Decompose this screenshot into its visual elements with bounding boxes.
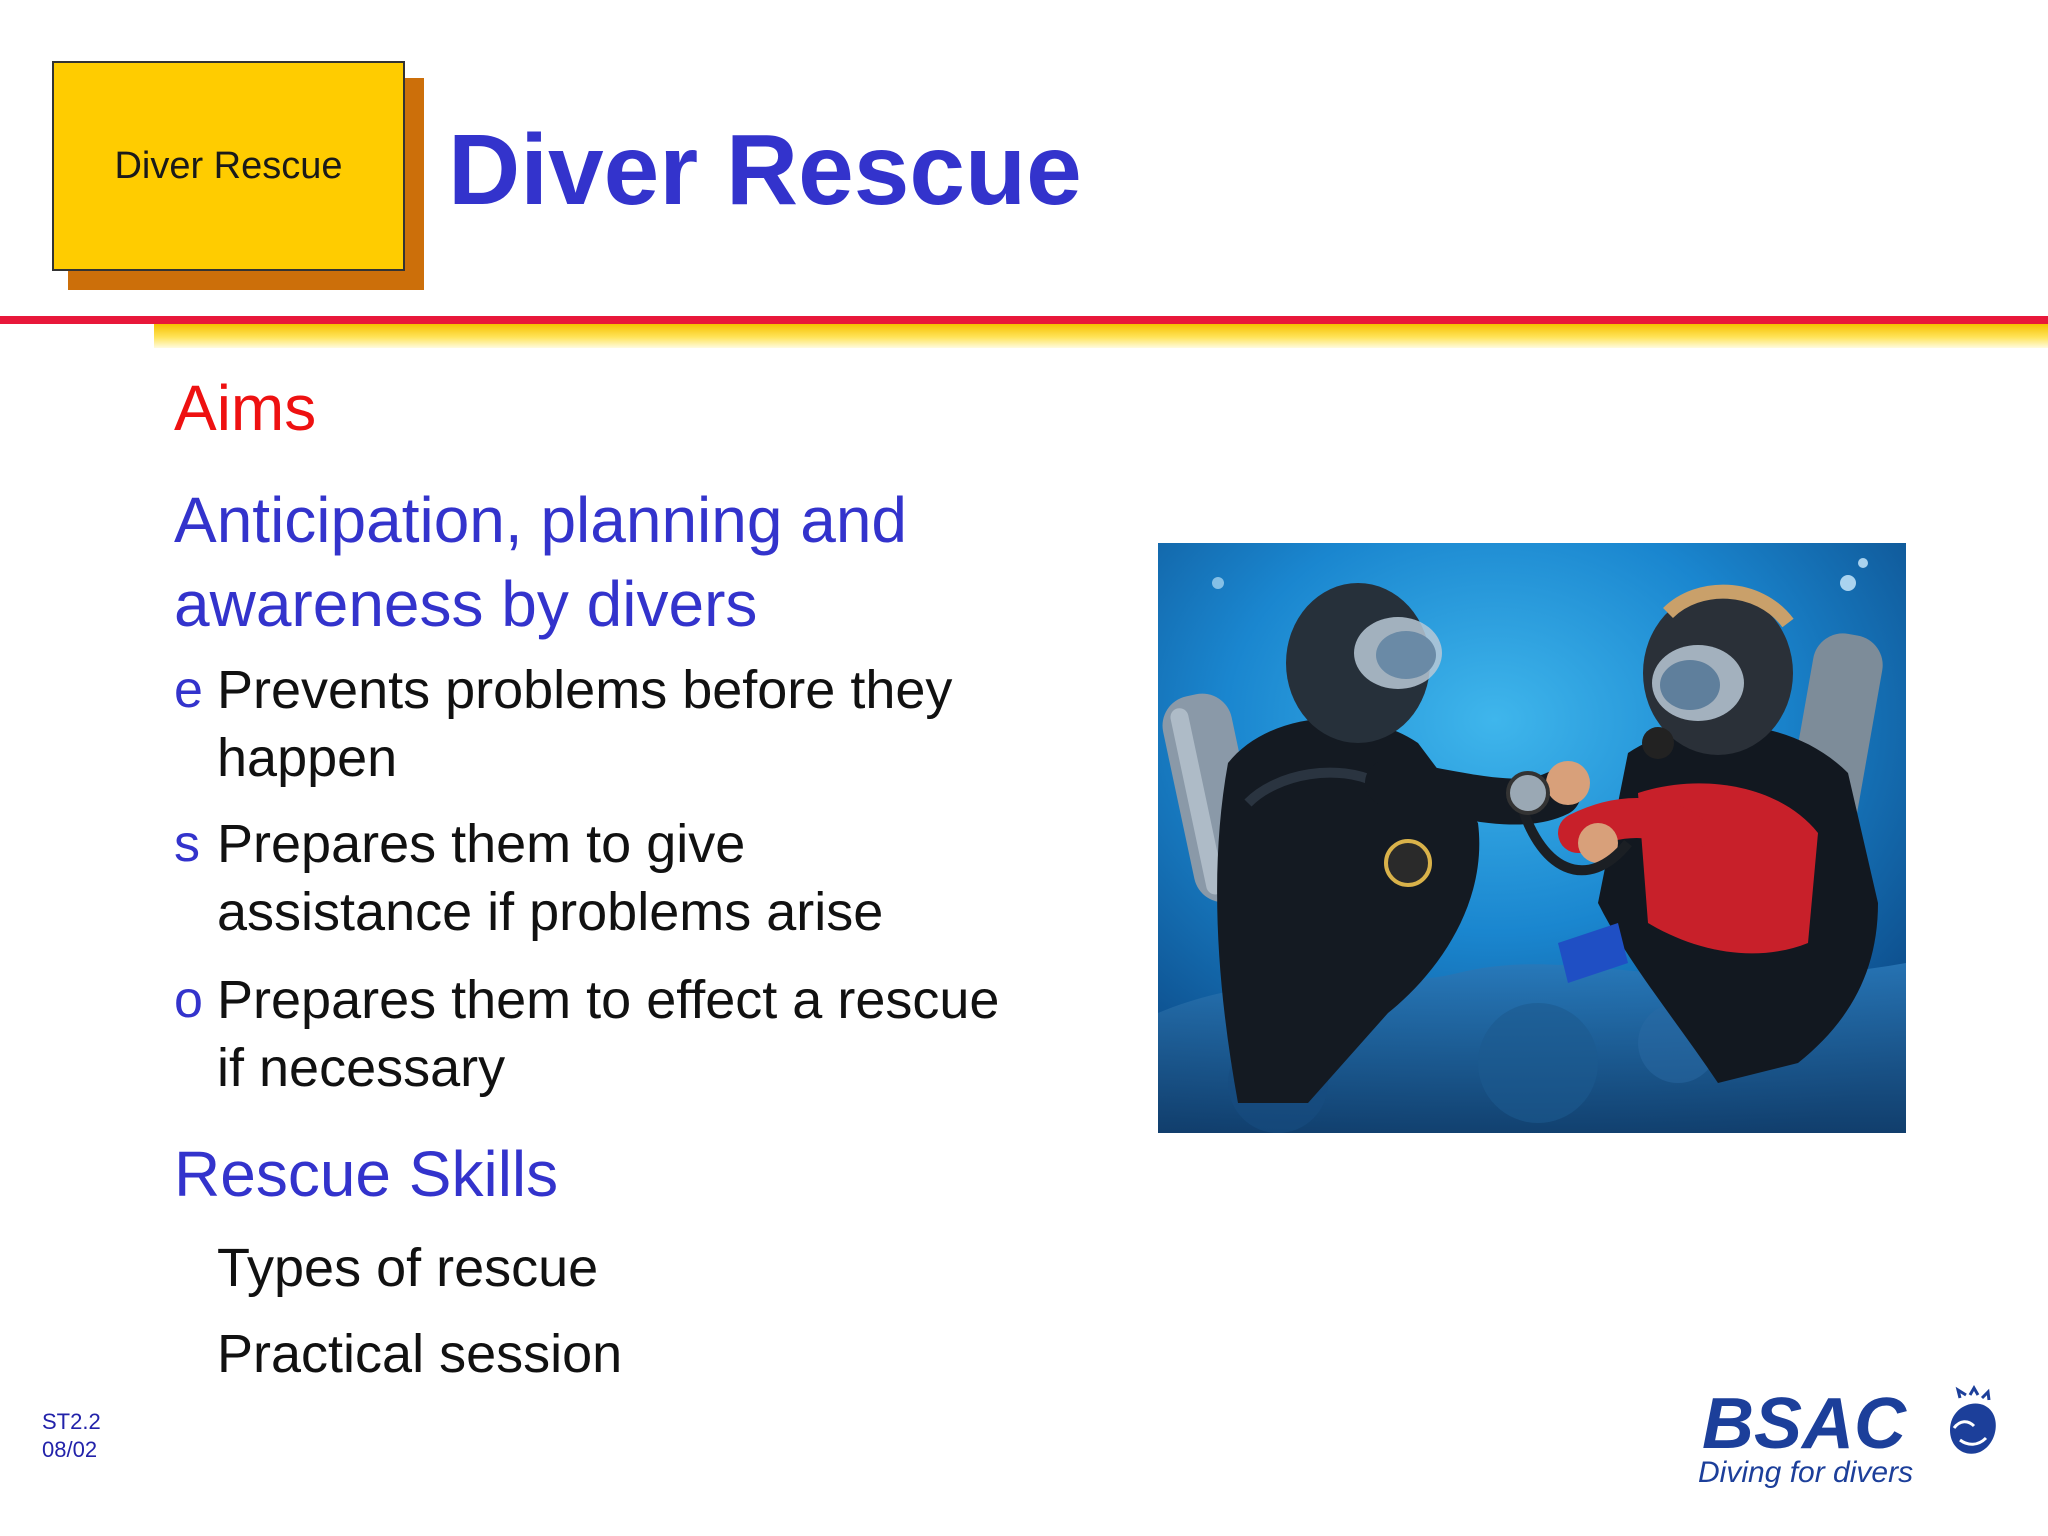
bsac-logo xyxy=(1690,1380,2000,1490)
bullet-text xyxy=(217,966,999,1102)
divers-photo xyxy=(1158,543,1906,1133)
title-badge xyxy=(52,61,405,271)
neptune-icon xyxy=(1950,1388,1996,1454)
bullet-marker: s xyxy=(174,815,200,873)
rescue-skills-item: Practical session xyxy=(217,1324,623,1384)
title-divider-red xyxy=(0,316,2048,324)
bullet-text-line: if necessary xyxy=(217,1038,506,1098)
bullet-text-line: assistance if problems arise xyxy=(217,882,884,942)
bullet-text-line: Prevents problems before they xyxy=(217,660,953,720)
title-divider-gold xyxy=(154,324,2048,348)
aims-heading: Aims xyxy=(174,372,317,444)
bullet-text-line: happen xyxy=(217,728,398,788)
bullet-marker: o xyxy=(174,971,203,1029)
logo-tagline: Diving for divers xyxy=(1698,1456,1914,1489)
slide-code: ST2.2 xyxy=(42,1409,101,1434)
bullet-text-line: Prepares them to effect a rescue xyxy=(217,970,1000,1030)
anticipation-heading-line-2: awareness by divers xyxy=(174,568,758,640)
bullet-marker: e xyxy=(174,661,203,719)
rescue-skills-item: Types of rescue xyxy=(217,1238,599,1298)
slide-title: Diver Rescue xyxy=(448,114,1082,226)
anticipation-heading xyxy=(174,478,907,646)
logo-wordmark: BSAC xyxy=(1702,1384,1907,1464)
anticipation-heading-line-1: Anticipation, planning and xyxy=(174,484,907,556)
rescue-skills-heading: Rescue Skills xyxy=(174,1138,559,1210)
bullet-text xyxy=(217,810,883,946)
bullet-text xyxy=(217,656,952,792)
bullet-text-line: Prepares them to give xyxy=(217,814,746,874)
title-badge-label: Diver Rescue xyxy=(114,144,343,187)
slide-date: 08/02 xyxy=(42,1437,98,1462)
